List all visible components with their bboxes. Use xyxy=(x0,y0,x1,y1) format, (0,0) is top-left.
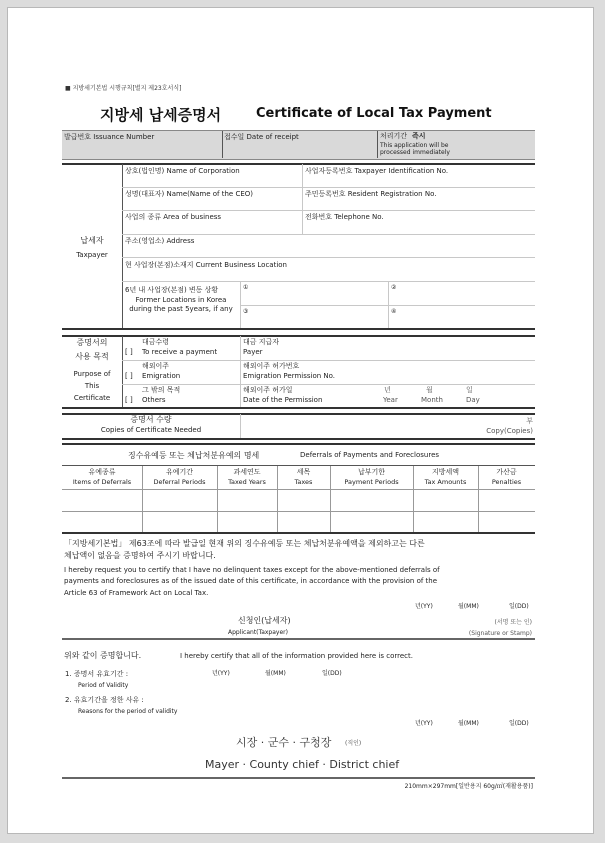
section-border xyxy=(62,328,535,330)
paper-spec: 210mm×297mm[일반용지 60g/㎡(재활용품)] xyxy=(404,783,533,790)
column-header-en: Deferral Periods xyxy=(153,478,206,486)
deferrals-title-en: Deferrals of Payments and Foreclosures xyxy=(300,451,440,459)
deferrals-title-ko: 징수유예등 또는 체납처분유예의 명세 xyxy=(128,451,260,460)
column-header-ko: 가산금 xyxy=(496,468,517,476)
processing-note: This application will be processed immediately xyxy=(380,142,450,156)
reasons-label-ko: 2. 유효기간을 정한 사유 : xyxy=(65,696,144,704)
copies-unit-ko: 부 xyxy=(526,417,533,425)
row-line xyxy=(122,187,535,188)
validity-label-ko: 1. 증명서 유효기간 : xyxy=(65,670,129,678)
column-header-ko: 과세연도 xyxy=(233,468,261,476)
telephone-field[interactable]: 전화번호 Telephone No. xyxy=(305,213,384,221)
address-field[interactable]: 주소(영업소) Address xyxy=(125,237,195,245)
row-line xyxy=(122,384,535,385)
emigration-permission-field[interactable]: Emigration Permission No. xyxy=(243,372,336,380)
name-of-corporation-field[interactable]: 상호(법인명) Name of Corporation xyxy=(125,167,240,175)
purpose-detail-ko: 해외이주 허가일 xyxy=(243,386,293,394)
signature-label-ko: (서명 또는 인) xyxy=(494,619,532,626)
purpose-label-ko-1: 증명서의 xyxy=(76,338,108,347)
applicant-label-ko: 신청인(납세자) xyxy=(238,616,291,625)
resident-registration-field[interactable]: 주민등록번호 Resident Registration No. xyxy=(305,190,437,198)
copies-field[interactable]: Copy(Copies) xyxy=(486,427,533,435)
header-divider xyxy=(377,131,378,158)
request-year[interactable]: 년(YY) xyxy=(415,603,433,610)
table-cell[interactable] xyxy=(331,512,412,532)
official-seal-label: (직인) xyxy=(345,740,362,747)
section-border xyxy=(62,638,535,640)
purpose-detail-ko: 대금 지급자 xyxy=(243,338,280,346)
table-header-top xyxy=(62,465,535,466)
purpose-option-ko: 대금수령 xyxy=(142,338,170,346)
payer-field[interactable]: Payer xyxy=(243,348,263,356)
day-label-ko: 일 xyxy=(466,386,473,394)
column-header-ko: 세목 xyxy=(296,468,311,476)
purpose-option-ko: 해외이주 xyxy=(142,362,170,370)
label-column-divider xyxy=(122,164,123,328)
taxpayer-label-en: Taxpayer xyxy=(76,251,108,259)
table-cell[interactable] xyxy=(479,512,534,532)
label-column-divider xyxy=(122,336,123,407)
table-cell[interactable] xyxy=(278,512,329,532)
row-line xyxy=(122,360,535,361)
month-label-en: Month xyxy=(421,396,443,404)
column-header-en: Tax Amounts xyxy=(424,478,467,486)
column-header-ko: 납부기한 xyxy=(357,468,386,476)
table-cell[interactable] xyxy=(143,490,216,510)
table-cell[interactable] xyxy=(63,490,141,510)
day-label-en: Day xyxy=(466,396,480,404)
request-en-line1: I hereby request you to certify that I have no delinquent taxes except for the above-mentioned deferrals of xyxy=(64,566,440,574)
former-locations-label-en: Former Locations in Korea during the past 5years, if any xyxy=(129,296,233,313)
table-cell[interactable] xyxy=(479,490,534,510)
table-cell[interactable] xyxy=(63,512,141,532)
emigration-checkbox[interactable]: [ ] xyxy=(125,372,133,380)
year-label-ko: 년 xyxy=(384,386,391,394)
former-location-1[interactable]: ① xyxy=(243,284,249,291)
certify-ko: 위와 같이 증명합니다. xyxy=(64,651,142,660)
issue-day[interactable]: 일(DD) xyxy=(509,720,529,727)
purpose-label-ko-2: 사용 목적 xyxy=(75,352,109,361)
form-reference: ■ 지방세기본법 시행규칙[별지 제23호서식] xyxy=(65,85,182,92)
column-header-ko: 유예종류 xyxy=(88,468,116,476)
month-label-ko: 월 xyxy=(426,386,433,394)
table-cell[interactable] xyxy=(414,512,477,532)
column-header-en: Taxes xyxy=(294,478,313,486)
column-header-ko: 지방세액 xyxy=(431,468,460,476)
column-header-en: Items of Deferrals xyxy=(72,478,132,486)
row-line xyxy=(122,234,535,235)
column-header-en: Taxed Years xyxy=(228,478,266,486)
column-header-en: Payment Periods xyxy=(344,478,399,486)
signature-field[interactable]: (Signature or Stamp) xyxy=(468,630,532,637)
section-border xyxy=(62,777,535,779)
table-cell[interactable] xyxy=(218,512,276,532)
title-korean: 지방세 납세증명서 xyxy=(100,106,222,124)
issuer-title-ko: 시장 · 군수 · 구청장 xyxy=(236,736,332,749)
taxpayer-label-ko: 납세자 xyxy=(80,236,104,245)
date-of-receipt-field[interactable]: 접수일 Date of receipt xyxy=(224,133,299,141)
purpose-detail-ko: 해외이주 허가번호 xyxy=(243,362,300,370)
request-ko-line2: 체납액이 없음을 증명하여 주시기 바랍니다. xyxy=(64,551,216,560)
col-line xyxy=(240,414,241,438)
payment-checkbox[interactable]: [ ] xyxy=(125,348,133,356)
request-month[interactable]: 월(MM) xyxy=(458,603,479,610)
former-location-2[interactable]: ② xyxy=(391,284,397,291)
col-line xyxy=(240,336,241,407)
purpose-option-en: Emigration xyxy=(142,372,181,380)
year-label-en: Year xyxy=(383,396,398,404)
section-border xyxy=(62,532,535,534)
col-line xyxy=(388,281,389,328)
issue-month[interactable]: 월(MM) xyxy=(458,720,479,727)
col-line xyxy=(302,164,303,234)
request-ko-line1: 「지방세기본법」 제63조에 따라 발급일 현재 위의 징수유예등 또는 체납처분유예액을 제외하고는 다른 xyxy=(64,539,425,548)
issuance-number-field[interactable]: 발급번호 Issuance Number xyxy=(64,133,155,141)
applicant-label-en: Applicant(Taxpayer) xyxy=(228,629,288,636)
purpose-option-en: Others xyxy=(142,396,166,404)
permission-date-field[interactable]: Date of the Permission xyxy=(243,396,323,404)
processing-period-value: 즉시 xyxy=(412,132,426,140)
section-border xyxy=(62,438,535,440)
purpose-label-en-1: Purpose of xyxy=(73,370,111,378)
section-border xyxy=(62,335,535,337)
section-border xyxy=(62,407,535,409)
ceo-name-field[interactable]: 성명(대표자) Name(Name of the CEO) xyxy=(125,190,253,198)
table-cell[interactable] xyxy=(218,490,276,510)
former-location-4[interactable]: ④ xyxy=(391,308,397,315)
row-line xyxy=(122,281,535,282)
request-day[interactable]: 일(DD) xyxy=(509,603,529,610)
current-location-field[interactable]: 현 사업장(본점)소재지 Current Business Location xyxy=(125,261,287,269)
certify-en: I hereby certify that all of the information provided here is correct. xyxy=(180,652,413,660)
column-header-en: Penalties xyxy=(491,478,522,486)
former-location-3[interactable]: ③ xyxy=(243,308,249,315)
validity-day[interactable]: 일(DD) xyxy=(322,670,342,677)
table-cell[interactable] xyxy=(414,490,477,510)
purpose-label-en-2: This xyxy=(84,382,100,390)
table-cell[interactable] xyxy=(278,490,329,510)
taxpayer-id-field[interactable]: 사업자등록번호 Taxpayer Identification No. xyxy=(305,167,449,175)
col-line xyxy=(240,281,241,328)
former-locations-label-ko: 6년 내 사업장(본점) 변동 상황 xyxy=(125,286,219,294)
copies-label-en: Copies of Certificate Needed xyxy=(100,426,202,434)
processing-period-label: 처리기간 xyxy=(380,132,408,140)
purpose-option-en: To receive a payment xyxy=(142,348,218,356)
title-english: Certificate of Local Tax Payment xyxy=(256,106,492,121)
section-border xyxy=(62,443,535,445)
validity-month[interactable]: 월(MM) xyxy=(265,670,286,677)
table-cell[interactable] xyxy=(143,512,216,532)
purpose-label-en-3: Certificate xyxy=(73,394,111,402)
copies-label-ko: 증명서 수량 xyxy=(130,415,172,424)
request-en-line2: payments and foreclosures as of the issued date of this certificate, in accordance with the provision of the xyxy=(64,577,438,585)
issue-year[interactable]: 년(YY) xyxy=(415,720,433,727)
validity-year[interactable]: 년(YY) xyxy=(212,670,230,677)
validity-label-en: Period of Validity xyxy=(78,682,129,689)
column-header-ko: 유예기간 xyxy=(165,468,194,476)
request-en-line3: Article 63 of Framework Act on Local Tax. xyxy=(64,589,209,597)
section-border xyxy=(62,163,535,165)
header-divider xyxy=(222,131,223,158)
area-of-business-field[interactable]: 사업의 종류 Area of business xyxy=(125,213,222,221)
others-checkbox[interactable]: [ ] xyxy=(125,396,133,404)
row-line xyxy=(122,257,535,258)
reasons-field[interactable]: Reasons for the period of validity xyxy=(78,708,178,715)
table-cell[interactable] xyxy=(331,490,412,510)
row-line xyxy=(122,210,535,211)
purpose-option-ko: 그 밖의 목적 xyxy=(142,386,181,394)
issuer-title-en: Mayer · County chief · District chief xyxy=(205,758,400,771)
